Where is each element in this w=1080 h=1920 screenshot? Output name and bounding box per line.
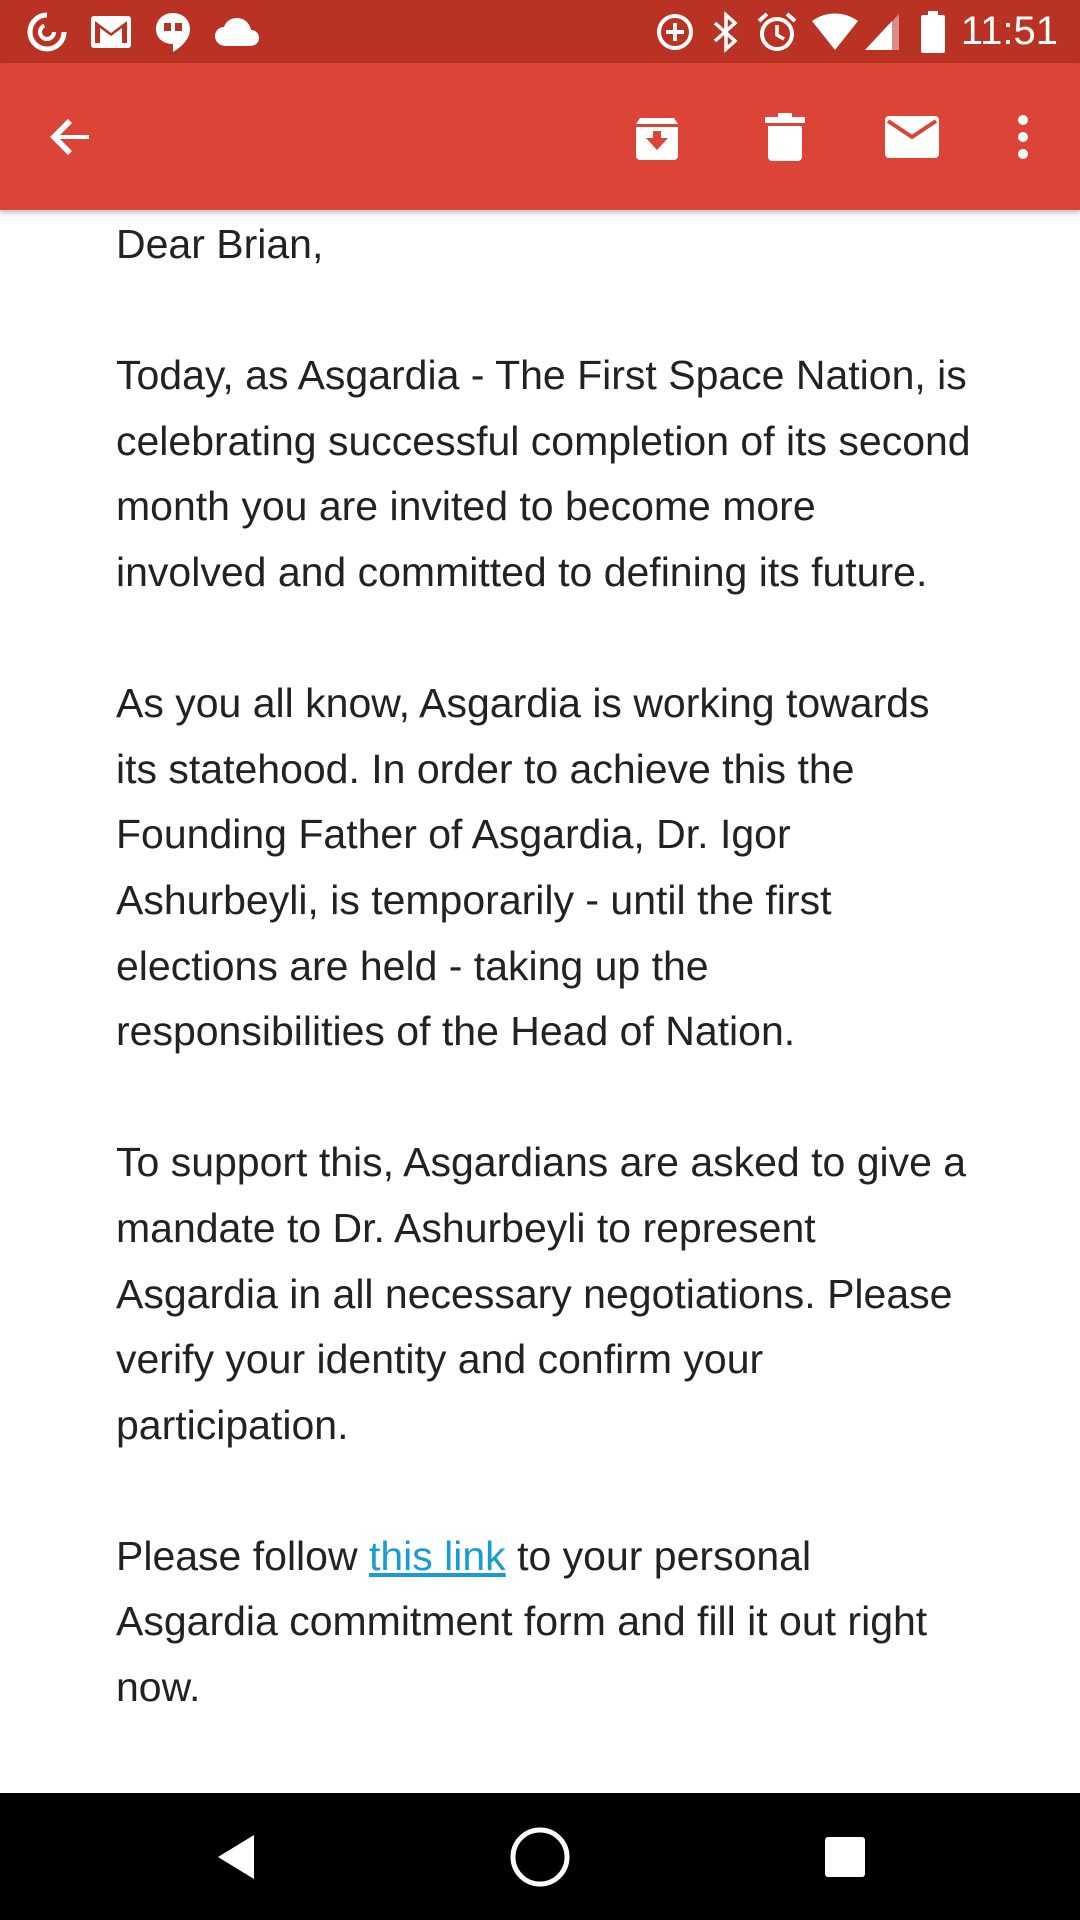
paragraph-text-after-link: to your personal Asgardia commitment form and fill it out right now. (116, 1532, 928, 1711)
status-time: 11:51 (960, 9, 1058, 53)
gmail-icon (88, 0, 134, 63)
email-paragraph: As you all know, Asgardia is working towards its statehood. In order to achieve this the Founding Father of Asgardia, Dr. Igor Ashurbeyli, is temporarily - until the first elections are held - taking up the responsibilities of the Head of Nation. (116, 680, 930, 1055)
email-paragraph: Today, as Asgardia - The First Space Nation, is celebrating successful completion of its second month you are invited to become more involved and committed to defining its future. (116, 352, 971, 595)
more-vert-icon (1016, 114, 1030, 160)
archive-button[interactable] (602, 63, 712, 210)
pocket-casts-icon (22, 0, 72, 63)
data-saver-icon (652, 0, 698, 63)
archive-icon (632, 112, 682, 162)
nav-home-button[interactable] (470, 1793, 610, 1920)
wifi-icon (810, 0, 860, 63)
nav-recents-icon (824, 1836, 866, 1878)
mark-unread-button[interactable] (857, 63, 967, 210)
hangouts-icon (150, 0, 196, 63)
bluetooth-icon (706, 0, 746, 63)
nav-recents-button[interactable] (775, 1793, 915, 1920)
email-body (116, 212, 976, 1792)
battery-icon (918, 0, 948, 63)
more-options-button[interactable] (968, 63, 1078, 210)
paragraph-text-before-link: Please follow (116, 1532, 369, 1579)
email-paragraph: To support this, Asgardians are asked to give a mandate to Dr. Ashurbeyli to represent Asgardia in all necessary negotiations. Please verify your identity and confirm your participation. (116, 1139, 967, 1448)
trash-icon (764, 112, 806, 162)
status-bar (0, 0, 1080, 63)
cell-signal-icon (862, 0, 902, 63)
email-greeting: Dear Brian, (116, 221, 324, 267)
mail-icon (884, 115, 940, 159)
alarm-icon (754, 0, 800, 63)
email-paragraph-with-link (116, 1524, 976, 1721)
app-toolbar (0, 63, 1080, 210)
cloud-icon (212, 0, 262, 63)
commitment-form-link[interactable]: this link (368, 1532, 506, 1579)
arrow-back-icon (47, 113, 95, 161)
back-button[interactable] (16, 63, 126, 210)
delete-button[interactable] (730, 63, 840, 210)
system-nav-bar (0, 1793, 1080, 1920)
nav-back-icon (214, 1833, 258, 1881)
nav-back-button[interactable] (166, 1793, 306, 1920)
nav-home-icon (509, 1826, 571, 1888)
